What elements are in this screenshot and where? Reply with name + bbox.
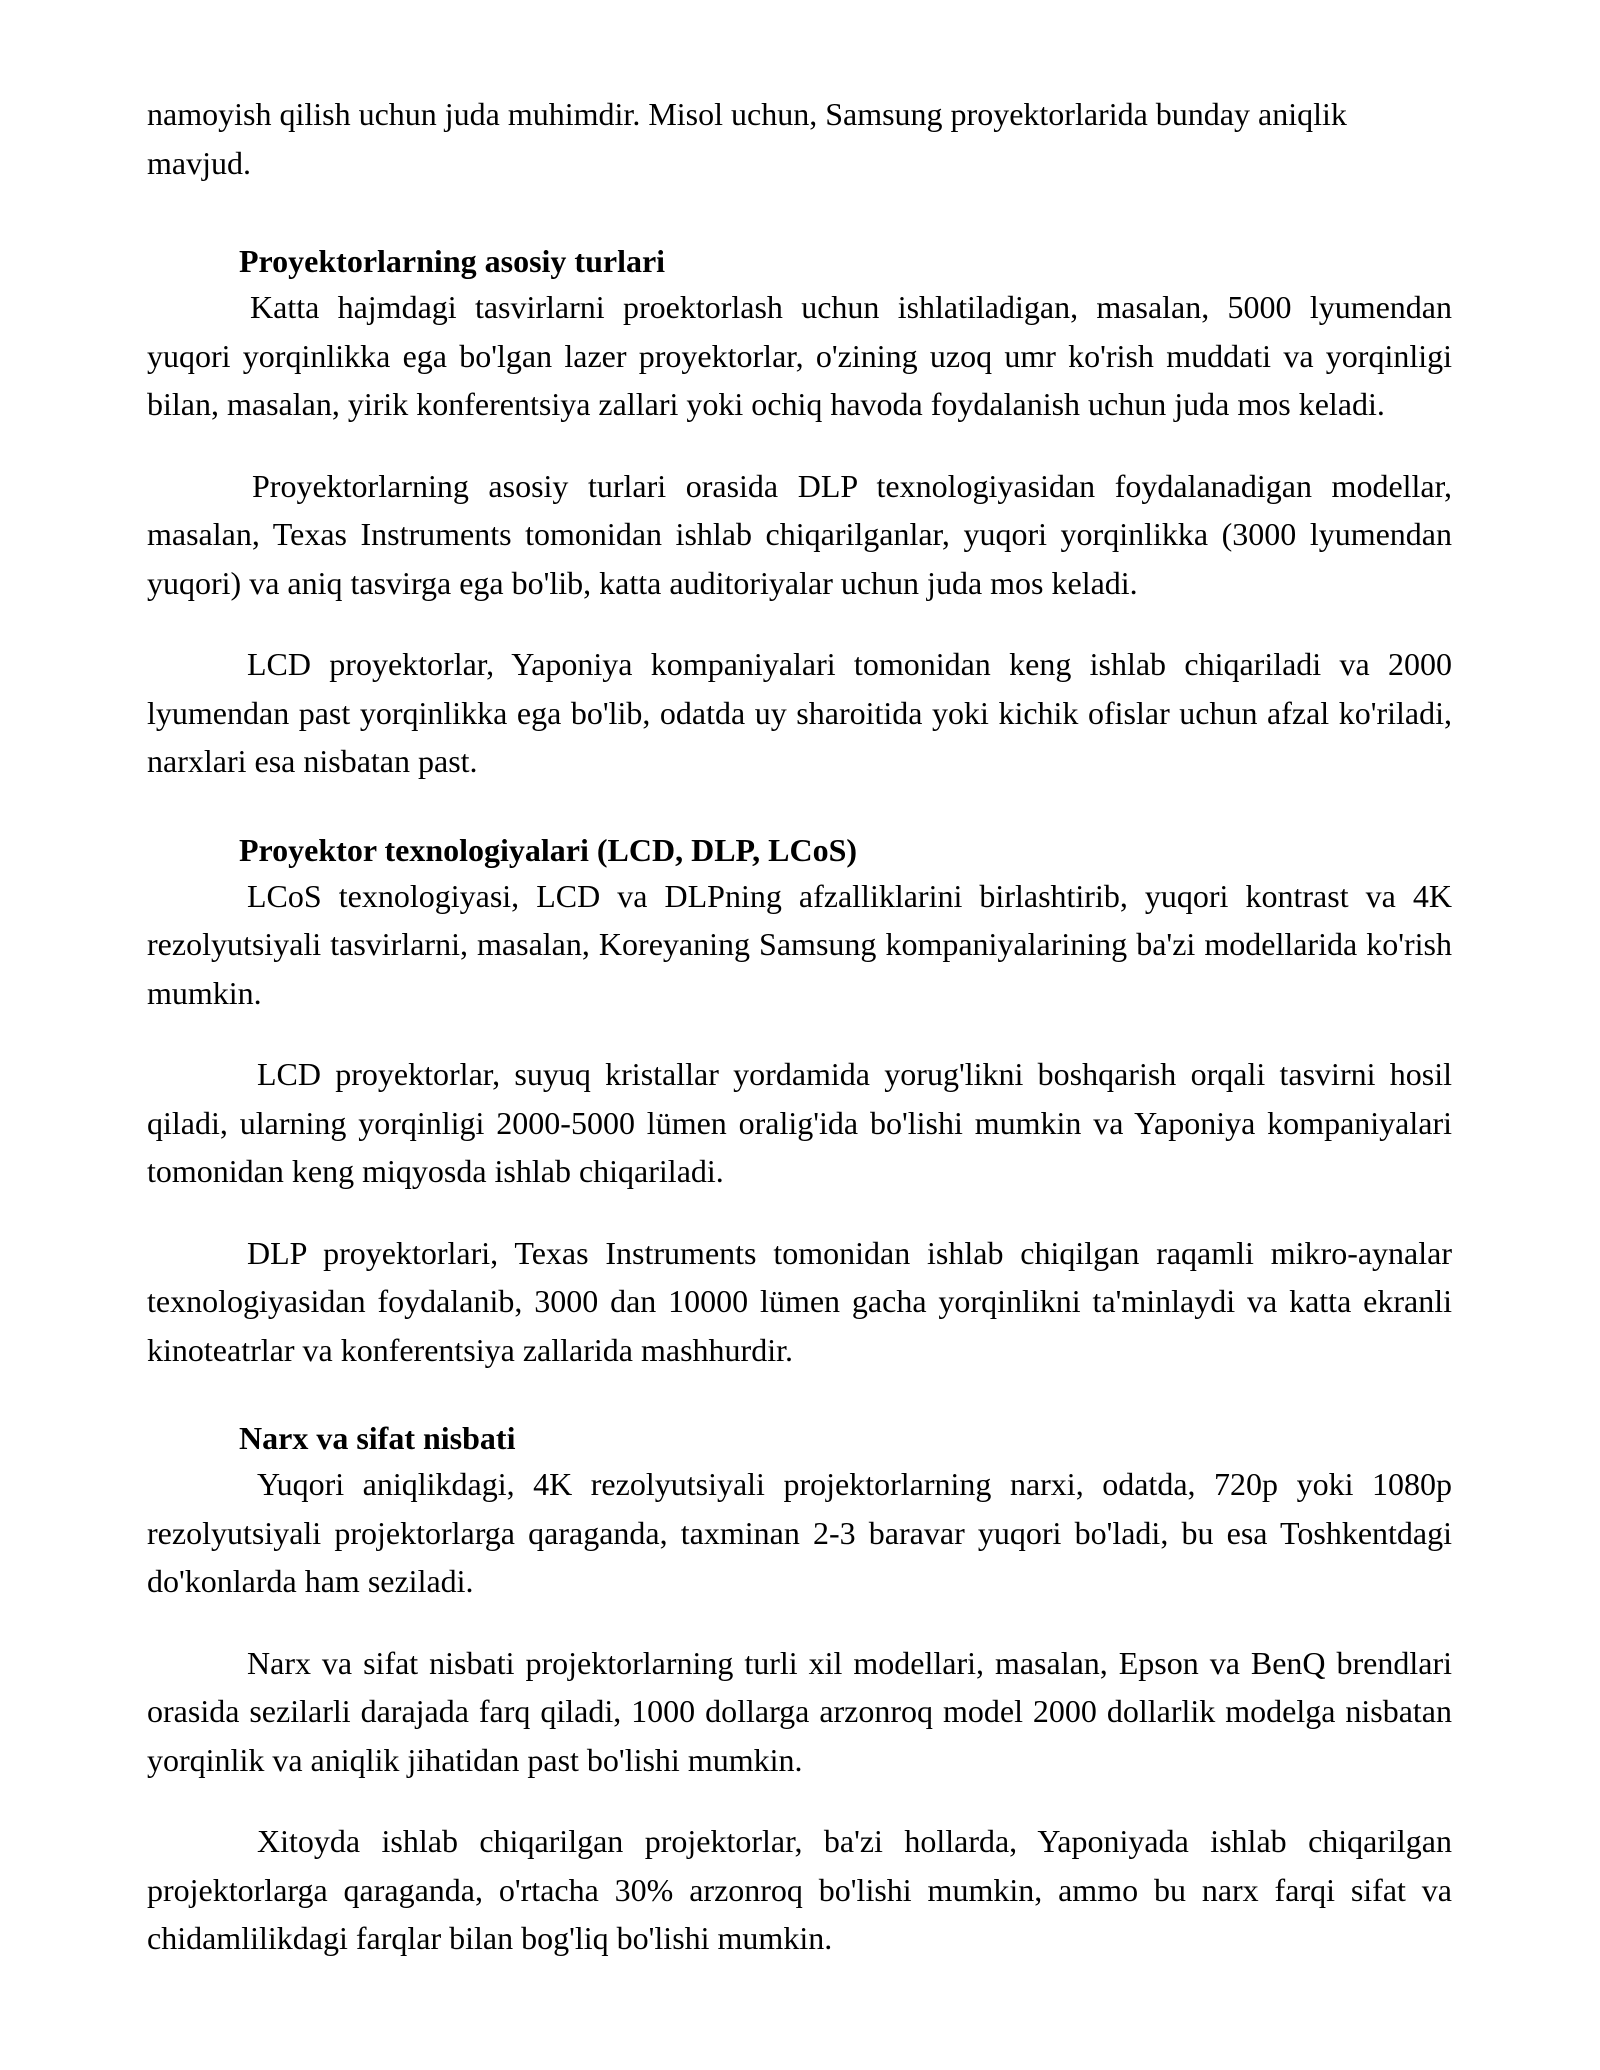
body-paragraph: LCoS texnologiyasi, LCD va DLPning afzalliklarini birlashtirib, yuqori kontrast va 4K rezolyutsiyali tasvirlarni, masalan, Koreyaning Samsung kompaniyalarining ba'zi modellarida ko'rish mumkin. bbox=[147, 877, 1452, 1011]
section-heading: Proyektor texnologiyalari (LCD, DLP, LCoS) bbox=[239, 831, 858, 868]
body-paragraph: Yuqori aniqlikdagi, 4K rezolyutsiyali projektorlarning narxi, odatda, 720p yoki 1080p rezolyutsiyali projektorlarga qaraganda, taxminan 2-3 baravar yuqori bo'ladi, bu esa Toshkentdagi do'konlarda ham seziladi. bbox=[147, 1466, 1452, 1599]
body-paragraph: DLP proyektorlari, Texas Instruments tomonidan ishlab chiqilgan raqamli mikro-aynalar texnologiyasidan foydalanib, 3000 dan 10000 lümen gacha yorqinlikni ta'minlaydi va katta ekranli kinoteatrlar va konferentsiya zallarida mashhurdir. bbox=[147, 1234, 1452, 1368]
body-paragraph: LCD proyektorlar, suyuq kristallar yordamida yorug'likni boshqarish orqali tasvirni hosil qiladi, ularning yorqinligi 2000-5000 lümen oralig'ida bo'lishi mumkin va Yaponiya kompaniyalari tomonidan keng miqyosda ishlab chiqariladi. bbox=[147, 1056, 1452, 1189]
body-paragraph: LCD proyektorlar, Yaponiya kompaniyalari tomonidan keng ishlab chiqariladi va 2000 lyumendan past yorqinlikka ega bo'lib, odatda uy sharoitida yoki kichik ofislar uchun afzal ko'riladi, narxlari esa nisbatan past. bbox=[147, 646, 1452, 779]
section-heading: Narx va sifat nisbati bbox=[239, 1420, 516, 1456]
section-heading: Proyektorlarning asosiy turlari bbox=[239, 243, 666, 279]
document-page bbox=[147, 90, 1452, 1963]
intro-paragraph: namoyish qilish uchun juda muhimdir. Misol uchun, Samsung proyektorlarida bunday aniqlik mavjud. bbox=[147, 96, 1347, 181]
body-paragraph: Narx va sifat nisbati projektorlarning turli xil modellari, masalan, Epson va BenQ brendlari orasida sezilarli darajada farq qiladi, 1000 dollarga arzonroq model 2000 dollarlik modelga nisbatan yorqinlik va aniqlik jihatidan past bo'lishi mumkin. bbox=[147, 1644, 1452, 1778]
body-paragraph: Proyektorlarning asosiy turlari orasida DLP texnologiyasidan foydalanadigan modellar, masalan, Texas Instruments tomonidan ishlab chiqarilganlar, yuqori yorqinlikka (3000 lyumendan yuqori) va aniq tasvirga ega bo'lib, katta auditoriyalar uchun juda mos keladi. bbox=[147, 467, 1452, 601]
body-paragraph: Katta hajmdagi tasvirlarni proektorlash uchun ishlatiladigan, masalan, 5000 lyumendan yuqori yorqinlikka ega bo'lgan lazer proyektorlar, o'zining uzoq umr ko'rish muddati va yorqinligi bilan, masalan, yirik konferentsiya zallari yoki ochiq havoda foydalanish uchun juda mos keladi. bbox=[147, 289, 1452, 422]
body-paragraph: Xitoyda ishlab chiqarilgan projektorlar, ba'zi hollarda, Yaponiyada ishlab chiqarilgan projektorlarga qaraganda, o'rtacha 30% arzonroq bo'lishi mumkin, ammo bu narx farqi sifat va chidamlilikdagi farqlar bilan bog'liq bo'lishi mumkin. bbox=[147, 1823, 1452, 1956]
